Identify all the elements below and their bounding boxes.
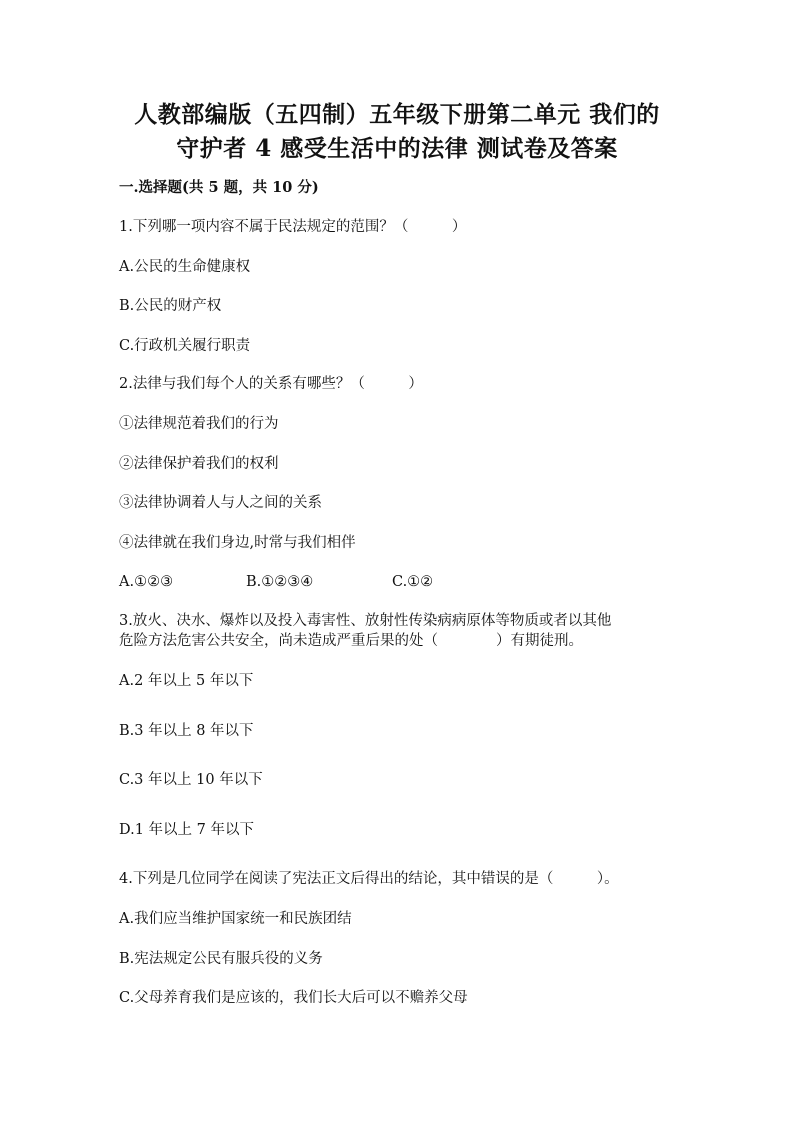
question-2-statement-1: ①法律规范着我们的行为 bbox=[119, 416, 279, 432]
question-1-stem: 1.下列哪一项内容不属于民法规定的范围？（ ） bbox=[119, 219, 467, 235]
question-4-option-b: B.宪法规定公民有服兵役的义务 bbox=[119, 951, 323, 967]
question-2-options-row bbox=[119, 572, 433, 592]
question-1-option-b: B.公民的财产权 bbox=[119, 298, 222, 314]
question-1-option-a: A.公民的生命健康权 bbox=[119, 259, 251, 275]
section-heading: 一.选择题(共 5 题，共 10 分) bbox=[119, 179, 319, 196]
document-title-line-1: 人教部编版（五四制）五年级下册第二单元 我们的 bbox=[134, 101, 660, 128]
question-3-option-c: C.3 年以上 10 年以下 bbox=[119, 772, 263, 788]
question-2-statement-2: ②法律保护着我们的权利 bbox=[119, 456, 279, 472]
question-4-stem: 4.下列是几位同学在阅读了宪法正文后得出的结论，其中错误的是（ ）。 bbox=[119, 871, 619, 887]
document-title-line-2: 守护者 4 感受生活中的法律 测试卷及答案 bbox=[176, 135, 618, 162]
question-2-stem: 2.法律与我们每个人的关系有哪些？（ ） bbox=[119, 376, 423, 392]
question-4-option-a: A.我们应当维护国家统一和民族团结 bbox=[119, 911, 352, 927]
question-4-option-c: C.父母养育我们是应该的，我们长大后可以不赡养父母 bbox=[119, 990, 468, 1006]
question-2-statement-4: ④法律就在我们身边,时常与我们相伴 bbox=[119, 535, 356, 551]
question-2-option-c: C.①② bbox=[392, 574, 434, 590]
question-3-option-d: D.1 年以上 7 年以下 bbox=[119, 822, 254, 838]
question-3-option-a: A.2 年以上 5 年以下 bbox=[119, 673, 254, 689]
question-2-option-a: A.①②③ bbox=[119, 574, 174, 590]
question-2-option-b: B.①②③④ bbox=[246, 574, 314, 590]
question-3-option-b: B.3 年以上 8 年以下 bbox=[119, 723, 254, 739]
question-2-statement-3: ③法律协调着人与人之间的关系 bbox=[119, 495, 322, 511]
question-3-stem-line-1: 3.放火、决水、爆炸以及投入毒害性、放射性传染病病原体等物质或者以其他 bbox=[119, 613, 612, 629]
question-1-option-c: C.行政机关履行职责 bbox=[119, 338, 251, 354]
question-3-stem-line-2: 危险方法危害公共安全，尚未造成严重后果的处（ ）有期徒刑。 bbox=[119, 633, 583, 649]
